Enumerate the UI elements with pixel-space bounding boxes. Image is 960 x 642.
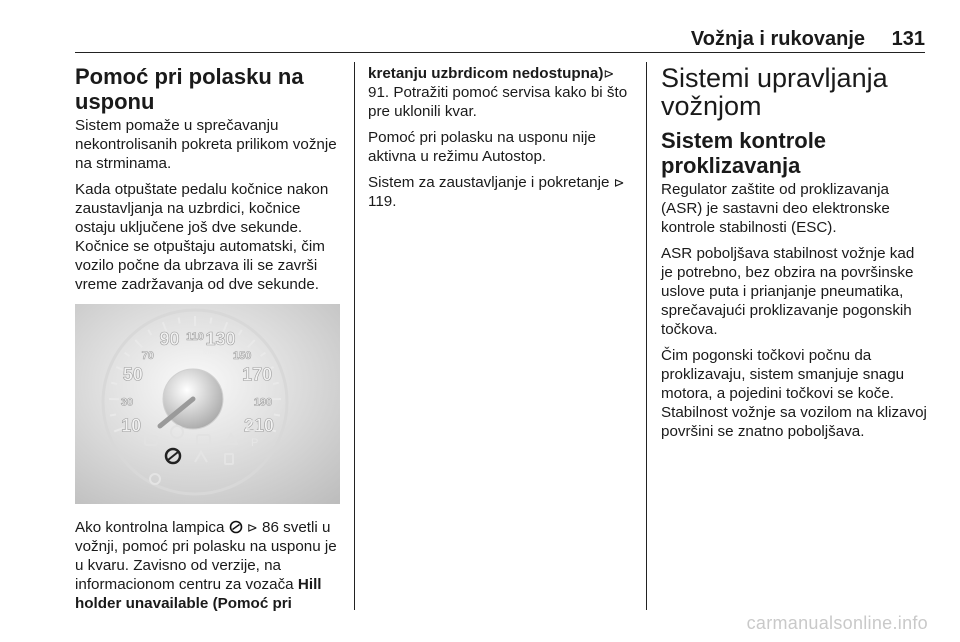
paragraph: ASR poboljšava stabilnost vožnje kad je potrebno, bez obzira na površinske uslove puta i prianjanje pneumatika, sprečavajući proklizavanje pogonskih točkova.: [661, 245, 915, 338]
column-3: [661, 64, 927, 448]
column-divider: [646, 62, 647, 610]
subsection-heading-traction-control: Sistem kontrole proklizavanja: [661, 128, 827, 178]
unit-label: km/h: [203, 350, 217, 356]
paragraph: Čim pogonski točkovi počnu da proklizavaju, sistem smanjuje snagu motora, a pojedini točkovi se koče. Stabilnost vožnje sa vozilom na klizavoj površini se znatno poboljšava.: [661, 347, 927, 440]
speed-label: 30: [120, 396, 134, 409]
paragraph-stop-start-ref: Sistem za zaustavljanje i pokretanje ⊳ 119.: [368, 174, 625, 210]
paragraph: Sistem pomaže u sprečavanju nekontrolisanih pokreta prilikom vožnje na strminama.: [75, 117, 337, 172]
park-indicator: P: [251, 437, 259, 449]
speed-label: 110: [186, 331, 204, 343]
hill-hold-lamp-icon: [229, 519, 247, 536]
paragraph: Regulator zaštite od proklizavanja (ASR) je sastavni deo elektronske kontrole stabilnosti (ESC).: [661, 181, 890, 236]
speed-label: 130: [205, 329, 236, 349]
column-divider: [354, 62, 355, 610]
column-1: [75, 64, 340, 620]
paragraph: Kada otpuštate pedalu kočnice nakon zaustavljanja na uzbrdici, kočnice ostaju uključene još dve sekunde. Kočnice se otpuštaju automatski, čim vozilo počne da ubrzava ili se završi vreme zadržavanja od dve sekunde.: [75, 181, 329, 293]
reference-arrow-icon: ⊳: [603, 66, 615, 81]
header-rule: [75, 52, 925, 53]
dial-tick: [110, 415, 116, 416]
chapter-section-heading: Sistemi upravljanja vožnjom: [661, 63, 888, 121]
watermark-text: carmanualsonline.info: [746, 613, 928, 633]
dial-tick: [274, 415, 280, 416]
section-heading-hill-start: Pomoć pri polasku na usponu: [75, 64, 304, 114]
page-number: 131: [891, 28, 925, 50]
column-2: [368, 64, 628, 218]
dial-tick: [210, 318, 211, 324]
paragraph-continued: kretanju uzbrdicom nedostupna)⊳ 91. Potražiti pomoć servisa kako bi što pre uklonili kvar.: [368, 65, 628, 120]
speed-label: 70: [141, 350, 154, 363]
reference-arrow-icon: ⊳: [246, 520, 258, 535]
chapter-title: Vožnja i rukovanje: [690, 28, 865, 50]
dial-tick: [111, 383, 117, 384]
speed-label: 170: [242, 364, 273, 385]
speed-label: 150: [233, 350, 252, 363]
speedometer-figure: [75, 304, 340, 504]
speed-label: 190: [253, 396, 273, 409]
speed-label: 210: [243, 415, 274, 436]
speed-label: 90: [159, 329, 180, 349]
dial-tick: [179, 318, 180, 324]
page-header: [75, 28, 925, 50]
speed-label: 10: [121, 415, 142, 436]
dial-tick: [273, 383, 279, 384]
reference-arrow-icon: ⊳: [613, 175, 625, 190]
speed-label: 50: [122, 364, 143, 385]
paragraph-warning-lamp: Ako kontrolna lampica ⊳ 86 svetli u vožnji, pomoć pri polasku na usponu je u kvaru. Zavisno od verzije, na informacionom centru za vozača Hill holder unavailable (Pomoć pri: [75, 519, 337, 612]
paragraph: Pomoć pri polasku na usponu nije aktivna u režimu Autostop.: [368, 129, 596, 165]
